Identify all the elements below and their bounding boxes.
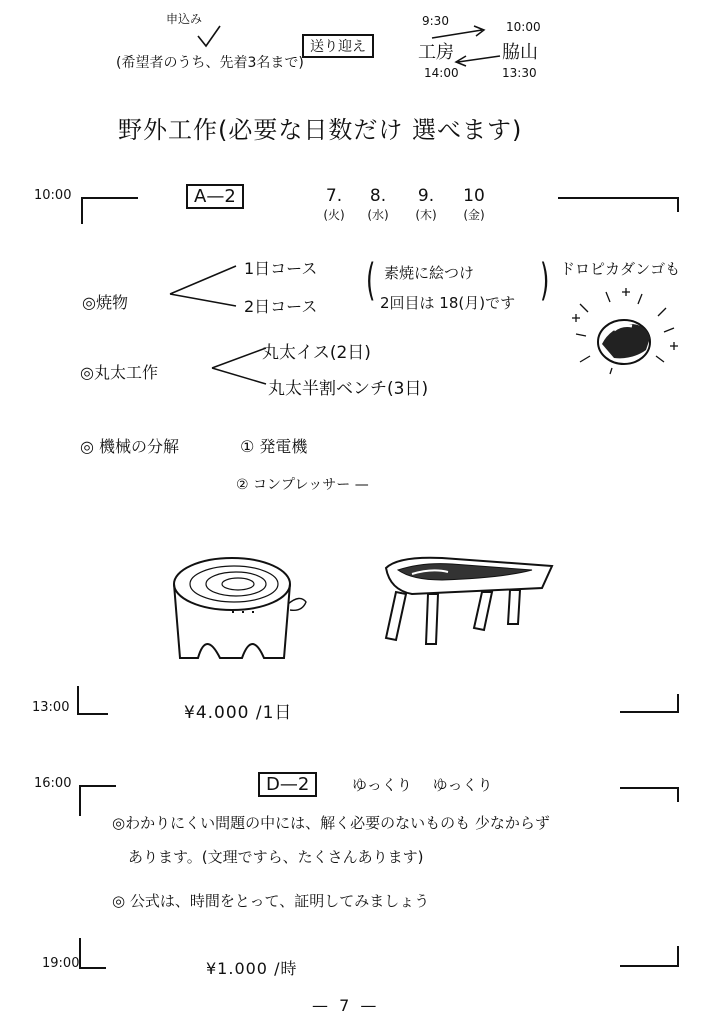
date-day: 7. [325,186,343,206]
date-weekday: (木) [415,208,437,222]
page-title: 野外工作(必要な日数だけ 選べます) [118,116,523,144]
course-a-bottom-left-bracket [76,684,112,718]
pottery-label: ◎焼物 [82,293,128,312]
course-a-code: A—2 [186,184,244,209]
date-weekday: (水) [367,208,389,222]
course-d-bottom-right-bracket [618,944,682,970]
course-d-code: D—2 [258,772,317,797]
log-craft-item-1: 丸太イス(2日) [262,343,371,363]
arrow-left-icon [454,48,504,68]
pottery-branch-lines [168,262,240,312]
course-d-subtitle: ゆっくり ゆっくり [352,776,493,794]
dorodango-label: ドロピカダンゴも [560,260,681,278]
transport-label: 送り迎え [302,34,374,58]
date-item [456,186,492,223]
course-d-line-2: あります。(文理ですら、たくさんあります) [128,848,424,866]
course-a-price: ¥4.000 /1日 [184,703,293,723]
course-d-bottom-left-bracket [78,936,110,972]
course-d-top-right-bracket [618,786,682,806]
log-stool-illustration [172,554,312,666]
log-craft-item-2: 丸太半割ベンチ(3日) [268,379,429,399]
pottery-note-line-2: 2回目は 18(月)です [380,294,516,312]
application-note: 申込み [166,12,203,26]
date-day: 10 [463,186,485,206]
dorodango-icon [566,284,686,384]
page-number: — 7 — [312,996,380,1015]
pottery-course-1day: 1日コース [244,259,318,278]
course-d-end-time: 19:00 [42,956,80,971]
date-weekday: (金) [463,208,485,222]
pottery-note-open-paren: ( [366,254,376,306]
place-from: 工房 [418,42,454,63]
date-list [316,186,496,226]
log-bench-illustration [382,554,558,648]
date-weekday: (火) [323,208,345,222]
course-a-bottom-right-bracket [618,692,682,716]
course-a-top-right-bracket [556,196,682,216]
log-craft-branch-lines [210,344,270,390]
pottery-course-2day: 2日コース [244,297,318,316]
date-day: 9. [417,186,435,206]
course-d-start-time: 16:00 [34,776,72,791]
course-d-price: ¥1.000 /時 [206,959,298,978]
check-mark-icon [196,24,222,50]
course-d-line-3: ◎ 公式は、時間をとって、証明してみましょう [112,892,430,910]
applicant-limit: (希望者のうち、先着3名まで) [116,55,304,71]
course-a-top-left-bracket [80,196,140,226]
pottery-note-line-1: 素焼に絵つけ [384,264,475,282]
date-day: 8. [369,186,387,206]
place-to: 脇山 [502,42,538,63]
machine-item-1: ① 発電機 [240,437,308,456]
machine-label: ◎ 機械の分解 [80,437,180,456]
arrive-time: 10:00 [506,20,541,34]
machine-item-2: ② コンプレッサー — [236,477,369,493]
course-a-start-time: 10:00 [34,188,72,203]
pottery-note-close-paren: ) [540,254,550,306]
course-a-end-time: 13:00 [32,700,70,715]
date-item [360,186,396,223]
return-arrive-time: 14:00 [424,66,459,80]
log-craft-label: ◎丸太工作 [80,363,158,382]
date-item [408,186,444,223]
date-item [316,186,352,223]
course-d-line-1: ◎わかりにくい問題の中には、解く必要のないものも 少なからず [112,814,550,832]
return-depart-time: 13:30 [502,66,537,80]
depart-time: 9:30 [422,14,449,28]
